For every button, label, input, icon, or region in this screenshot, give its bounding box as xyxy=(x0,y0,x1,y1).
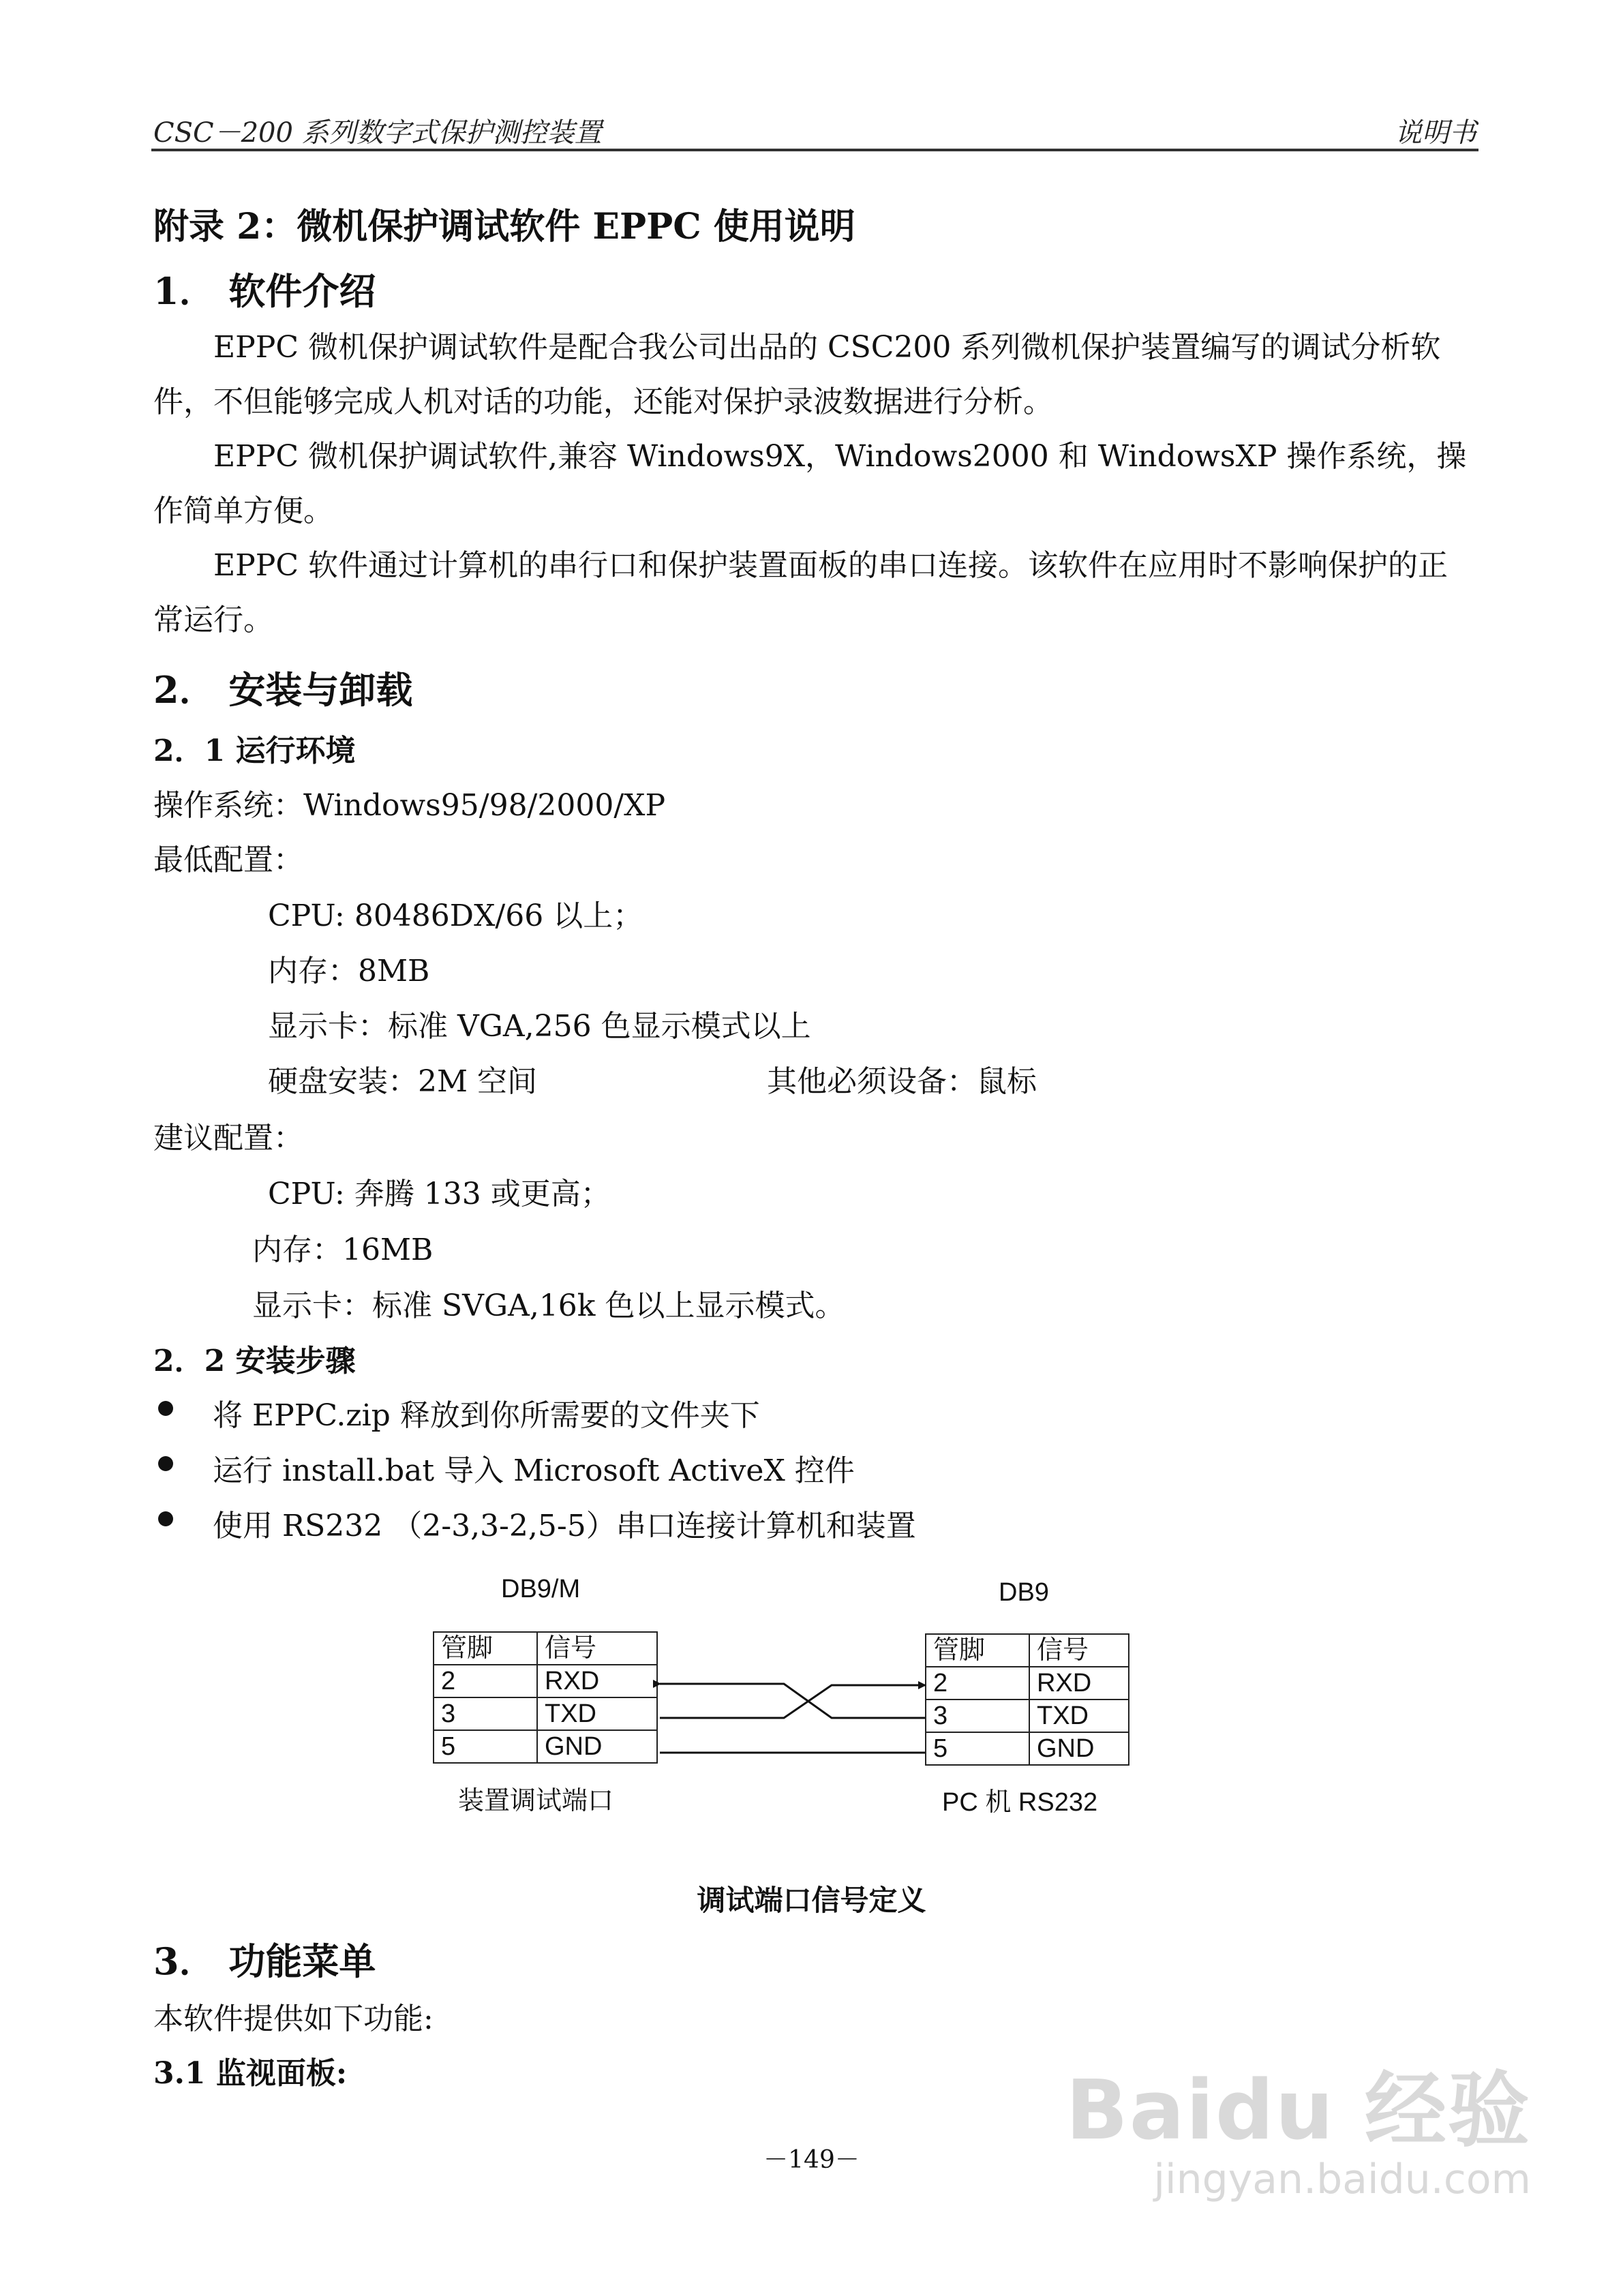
pin-cell: 3 xyxy=(926,1700,1029,1732)
signal-cell: TXD xyxy=(537,1697,657,1730)
page-number: －149－ xyxy=(763,2146,860,2174)
appendix-title: 附录 2：微机保护调试软件 EPPC 使用说明 xyxy=(153,206,855,247)
section-1-paragraph-2: EPPC 微机保护调试软件,兼容 Windows9X，Windows2000 和 WindowsXP 操作系统，操作简单方便。 xyxy=(153,439,1467,528)
signal-cell: GND xyxy=(537,1730,657,1763)
header-pin: 管脚 xyxy=(434,1632,537,1665)
section-3-heading: 3． 功能菜单 xyxy=(153,1939,376,1983)
min-other-device: 其他必须设备：鼠标 xyxy=(767,1064,1037,1099)
signal-cell: RXD xyxy=(1029,1667,1129,1700)
install-step-2: 运行 install.bat 导入 Microsoft ActiveX 控件 xyxy=(213,1453,855,1488)
pin-cell: 2 xyxy=(434,1665,537,1697)
pin-cell: 5 xyxy=(434,1730,537,1763)
install-step-3: 使用 RS232 （2-3,3-2,5-5）串口连接计算机和装置 xyxy=(213,1509,916,1543)
rec-display: 显示卡：标准 SVGA,16k 色以上显示模式。 xyxy=(252,1288,845,1323)
figure-caption: 调试端口信号定义 xyxy=(697,1884,926,1917)
pin-cell: 5 xyxy=(926,1732,1029,1765)
header-signal: 信号 xyxy=(1029,1634,1129,1667)
section-2-1-heading: 2．1 运行环境 xyxy=(153,734,356,768)
header-signal: 信号 xyxy=(537,1632,657,1665)
running-header-title: CSC－200 系列数字式保护测控装置 xyxy=(153,117,602,149)
left-connector-caption: 装置调试端口 xyxy=(458,1787,614,1815)
running-header-doc-type: 说明书 xyxy=(1395,117,1476,149)
section-1-paragraph-3: EPPC 软件通过计算机的串行口和保护装置面板的串口连接。该软件在应用时不影响保护的正常运行。 xyxy=(153,548,1448,637)
rec-cpu: CPU: 奔腾 133 或更高； xyxy=(268,1177,611,1211)
min-cpu: CPU: 80486DX/66 以上； xyxy=(268,898,643,933)
section-3-1-heading: 3.1 监视面板: xyxy=(153,2056,348,2091)
signal-cell: TXD xyxy=(1029,1700,1129,1732)
signal-cell: GND xyxy=(1029,1732,1129,1765)
min-config-label: 最低配置： xyxy=(153,843,303,877)
pin-cell: 3 xyxy=(434,1697,537,1730)
rec-memory: 内存：16MB xyxy=(252,1233,434,1267)
left-connector-title: DB9/M xyxy=(501,1575,581,1603)
watermark-logo: Baidu 经验 xyxy=(1065,2064,1531,2158)
section-2-heading: 2． 安装与卸载 xyxy=(153,668,413,712)
pin-cell: 2 xyxy=(926,1667,1029,1700)
min-display: 显示卡：标准 VGA,256 色显示模式以上 xyxy=(268,1009,811,1044)
section-2-2-heading: 2．2 安装步骤 xyxy=(153,1344,356,1378)
min-disk: 硬盘安装：2M 空间 xyxy=(268,1064,538,1099)
right-connector-title: DB9 xyxy=(999,1578,1049,1607)
os-requirement: 操作系统：Windows95/98/2000/XP xyxy=(153,788,666,823)
header-pin: 管脚 xyxy=(926,1634,1029,1667)
section-1-heading: 1． 软件介绍 xyxy=(153,269,376,313)
baidu-watermark xyxy=(1065,2045,1531,2203)
install-step-1: 将 EPPC.zip 释放到你所需要的文件夹下 xyxy=(213,1398,760,1433)
section-3-intro: 本软件提供如下功能: xyxy=(153,2002,434,2036)
rec-config-label: 建议配置： xyxy=(153,1121,303,1155)
section-1-paragraph-1: EPPC 微机保护调试软件是配合我公司出品的 CSC200 系列微机保护装置编写的调试分析软件，不但能够完成人机对话的功能，还能对保护录波数据进行分析。 xyxy=(153,330,1441,419)
min-memory: 内存：8MB xyxy=(268,954,430,988)
right-connector-caption: PC 机 RS232 xyxy=(942,1788,1098,1817)
watermark-url: jingyan.baidu.com xyxy=(1153,2156,1531,2203)
signal-cell: RXD xyxy=(537,1665,657,1697)
